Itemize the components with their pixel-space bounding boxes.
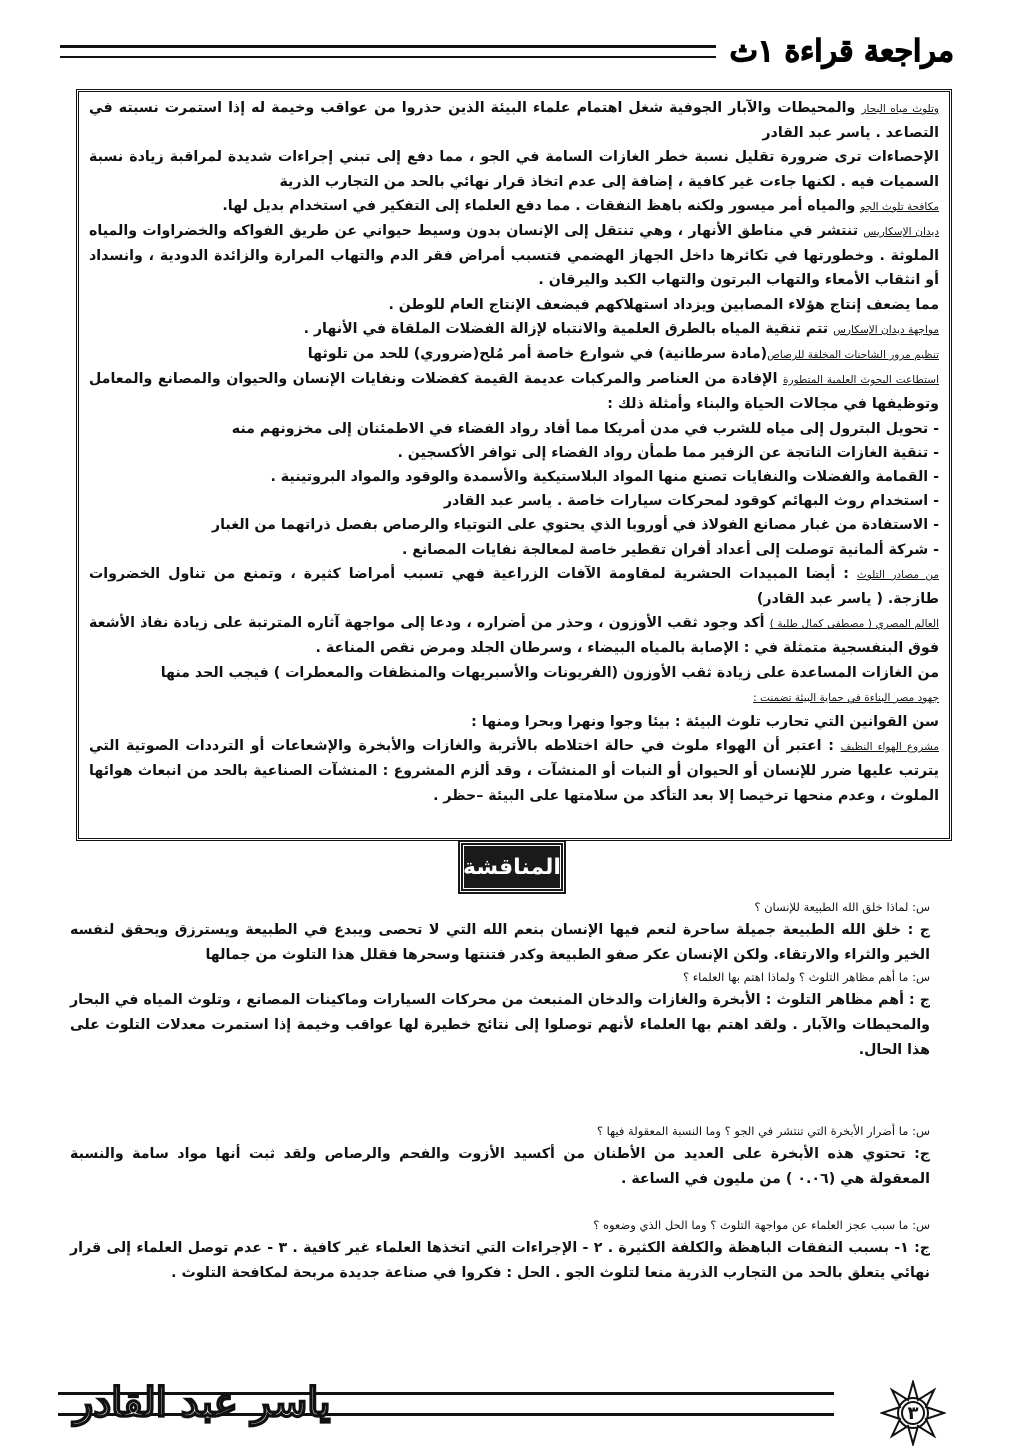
paragraph-lead: ديدان الإسكاريس xyxy=(863,226,940,239)
box-paragraph xyxy=(89,562,939,611)
paragraph-text: : أيضا المبيدات الحشرية لمقاومة الآفات الزراعية فهي تسبب أمراضا كثيرة ، وتمنع من تناول الخضروات طازجة. ( ياسر عبد القادر) xyxy=(89,565,939,608)
box-paragraph xyxy=(89,96,939,145)
qa-block-2 xyxy=(70,966,930,1063)
box-paragraph xyxy=(89,219,939,293)
box-paragraph xyxy=(89,317,939,342)
box-paragraph xyxy=(89,145,939,193)
question: س: ما سبب عجز العلماء عن مواجهة التلوث ؟ وما الحل الذي وضعوه ؟ xyxy=(593,1218,930,1232)
paragraph-text: - تنقية الغازات الناتجة عن الزفير مما طمأن رواد الفضاء إلى توافر الأكسجين . xyxy=(397,444,939,461)
paragraph-lead: مشروع الهواء النظيف xyxy=(840,741,940,754)
paragraph-text: : اعتبر أن الهواء ملوث في حالة اختلاطه بالأتربة والغازات والأبخرة والإشعاعات أو الترددات الصوتية التي يترتب عليها ضرر للإنسان أو الحيوان أو النبات أو المنشآت ، وقد ألزم المشروع : المنشآت الصناعية بالحد من انبعاث هوائها الملوث ، وعدم منحها ترخيصا إلا بعد التأكد من سلامتها على البيئة –حظر . xyxy=(89,738,939,804)
paragraph-text: الإحصاءات ترى ضرورة تقليل نسبة خطر الغازات السامة في الجو ، مما دفع إلى تبني إجراءات شديدة لمراقبة زيادة نسبة السميات فيه . لكنها جاءت غير كافية ، إضافة إلى عدم اتخاذ قرار نهائي بالحد من التجارب الذرية xyxy=(89,149,939,190)
qa-block-3 xyxy=(70,1120,930,1192)
page-number: ٣ xyxy=(907,1402,919,1424)
signature-text: ياسر عبد القادر xyxy=(74,1378,331,1426)
question: س: ما أهم مظاهر التلوث ؟ ولماذا اهتم بها العلماء ؟ xyxy=(682,970,930,984)
paragraph-lead: جهود مصر البناءة في حماية البيئة تضمنت : xyxy=(753,691,939,704)
paragraph-text: مما يضعف إنتاج هؤلاء المصابين ويزداد استهلاكهم فيضعف الإنتاج العام للوطن . xyxy=(388,296,939,313)
box-paragraph xyxy=(89,710,939,734)
paragraph-text: من الغازات المساعدة على زيادة ثقب الأوزون (الفريونات والأسبريهات والمنظفات والمعطرات ) فيجب الحد منها xyxy=(160,664,939,681)
paragraph-text: - القمامة والفضلات والنفايات تصنع منها المواد البلاستيكية والأسمدة والوقود والمواد البروتينية . xyxy=(270,469,939,486)
paragraph-text: أكد وجود ثقب الأوزون ، وحذر من أضراره ، ودعا إلى مواجهة آثاره المترتبة على زيادة نفاذ الأشعة فوق البنفسجية متمثلة في : الإصابة بالمياه البيضاء ، وسرطان الجلد ومرض نقص المناعة . xyxy=(89,615,939,657)
footer-signature xyxy=(58,1378,834,1426)
paragraph-lead: العالم المصري ( مصطفى كمال طلبة ) xyxy=(769,618,939,631)
paragraph-lead: مكافحة تلوث الجو xyxy=(860,200,939,213)
paragraph-lead: وتلوث مياه البحار xyxy=(861,103,940,115)
answer: ج: ١- بسبب النفقات الباهظة والكلفة الكثيرة . ٢ - الإجراءات التي اتخذها العلماء غير كافية . ٣ - عدم توصل العلماء إلى قرار نهائي يتعلق بالحد من التجارب الذرية منعا لتلوث الجو . الحل : فكروا في صناعة جديدة مربحة لمكافحة التلوث . xyxy=(70,1240,930,1281)
paragraph-text: - تحويل البترول إلى مياه للشرب في مدن أمريكا مما أفاد رواد الفضاء في الاطمئنان إلى مخزونهم منه xyxy=(231,420,939,437)
summary-box xyxy=(76,89,952,841)
box-paragraph xyxy=(89,417,939,441)
box-paragraph xyxy=(89,465,939,489)
box-paragraph xyxy=(89,734,939,808)
page-header xyxy=(60,28,954,74)
paragraph-lead: مواجهة ديدان الإسكارس xyxy=(833,323,939,336)
qa-block-4 xyxy=(70,1214,930,1286)
box-paragraph xyxy=(89,194,939,219)
answer: ج : خلق الله الطبيعة جميلة ساحرة لنعم فيها الإنسان بنعم الله التي لا تحصى ويبدع في الطبيعة ويسترزق ويحقق لنفسه الخير والثراء والارتقاء. ولكن الإنسان عكر صفو الطبيعة وكدر فتنتها وسحرها فقلل هذا التلوث من جمالها xyxy=(70,922,930,963)
page-number-badge xyxy=(880,1380,946,1446)
question: س: ما أضرار الأبخرة التي تنتشر في الجو ؟ وما النسبة المعقولة فيها ؟ xyxy=(596,1124,930,1138)
question: س: لماذا خلق الله الطبيعة للإنسان ؟ xyxy=(754,900,930,914)
paragraph-text: تتم تنقية المياه بالطرق العلمية والانتباه لإزالة الفضلات الملقاة في الأنهار . xyxy=(303,320,834,337)
box-paragraph xyxy=(89,611,939,660)
box-paragraph xyxy=(89,538,939,562)
answer: ج: تحتوي هذه الأبخرة على العديد من الأطنان من أكسيد الأزوت والفحم والرصاص ولقد ثبت أنها مواد سامة والنسبة المعقولة هي (٠.٠٦ ) من مليون في الساعة . xyxy=(70,1146,930,1187)
paragraph-text: - شركة ألمانية توصلت إلى أعداد أفران تقطير خاصة لمعالجة نفايات المصانع . xyxy=(401,541,939,558)
paragraph-text: والمحيطات والآبار الجوفية شغل اهتمام علماء البيئة الذين حذروا من عواقب وخيمة له إذا استمرت نسبته في التصاعد . ياسر عبد القادر xyxy=(89,100,939,142)
paragraph-text: سن القوانين التي تحارب تلوث البيئة : بيئا وجوا ونهرا وبحرا ومنها : xyxy=(471,714,939,731)
paragraph-lead: تنظيم مرور الشاحنات المخلفة للرصاص xyxy=(767,349,939,362)
box-paragraph xyxy=(89,661,939,685)
paragraph-text: والمياه أمر ميسور ولكنه باهظ النفقات . مما دفع العلماء إلى التفكير في استخدام بديل لها. xyxy=(222,197,861,214)
box-paragraph xyxy=(89,342,939,367)
header-rule xyxy=(60,45,716,58)
paragraph-text: تنتشر في مناطق الأنهار ، وهي تنتقل إلى الإنسان بدون وسيط حيواني عن طريق الفواكه والخضراوات والمياه الملوثة . وخطورتها في تكاثرها داخل الجهاز الهضمي فتسبب أمراض فقر الدم والتهاب المرارة والزائدة الدودية ، وانسداد أو انثقاب الأمعاء والتهاب البرتون والتهاب الكبد واليرقان . xyxy=(89,223,939,289)
box-paragraph xyxy=(89,685,939,710)
paragraph-lead: استطاعت البحوث العلمية المتطورة xyxy=(783,374,939,387)
box-paragraph xyxy=(89,293,939,317)
paragraph-text: (مادة سرطانية) في شوارع خاصة أمر مُلح(ضروري) للحد من تلوثها xyxy=(307,346,768,363)
paragraph-text: - استخدام روث البهائم كوقود لمحركات سيارات خاصة . ياسر عبد القادر xyxy=(443,493,939,510)
page-title: مراجعة قراءة ١ث xyxy=(729,33,954,69)
paragraph-lead: من مصادر التلوث xyxy=(856,568,939,581)
section-label: المناقشة xyxy=(460,842,564,892)
box-paragraph xyxy=(89,441,939,465)
paragraph-text: - الاستفادة من غبار مصانع الفولاذ في أوروبا الذي يحتوي على التوتياء والرصاص بفصل ذراتهما من الغبار xyxy=(211,517,939,534)
box-paragraph xyxy=(89,367,939,416)
answer: ج : أهم مظاهر التلوث : الأبخرة والغازات والدخان المنبعث من محركات السيارات وماكينات المصانع ، وتلوث المياه في البحار والمحيطات والآبار . ولقد اهتم بها العلماء لأنهم توصلوا إلى نتائج خطيرة لها عواقب وخيمة إذا استمرت معدلات التلوث على هذا الحال. xyxy=(70,992,930,1058)
paragraph-text: الإفادة من العناصر والمركبات عديمة القيمة كفضلات ونفايات الإنسان والحيوان والمصانع والمعامل وتوظيفها في مجالات الحياة والبناء وأمثلة ذلك : xyxy=(89,371,939,413)
box-paragraph xyxy=(89,513,939,537)
box-paragraph xyxy=(89,489,939,513)
qa-block-1 xyxy=(70,896,930,968)
